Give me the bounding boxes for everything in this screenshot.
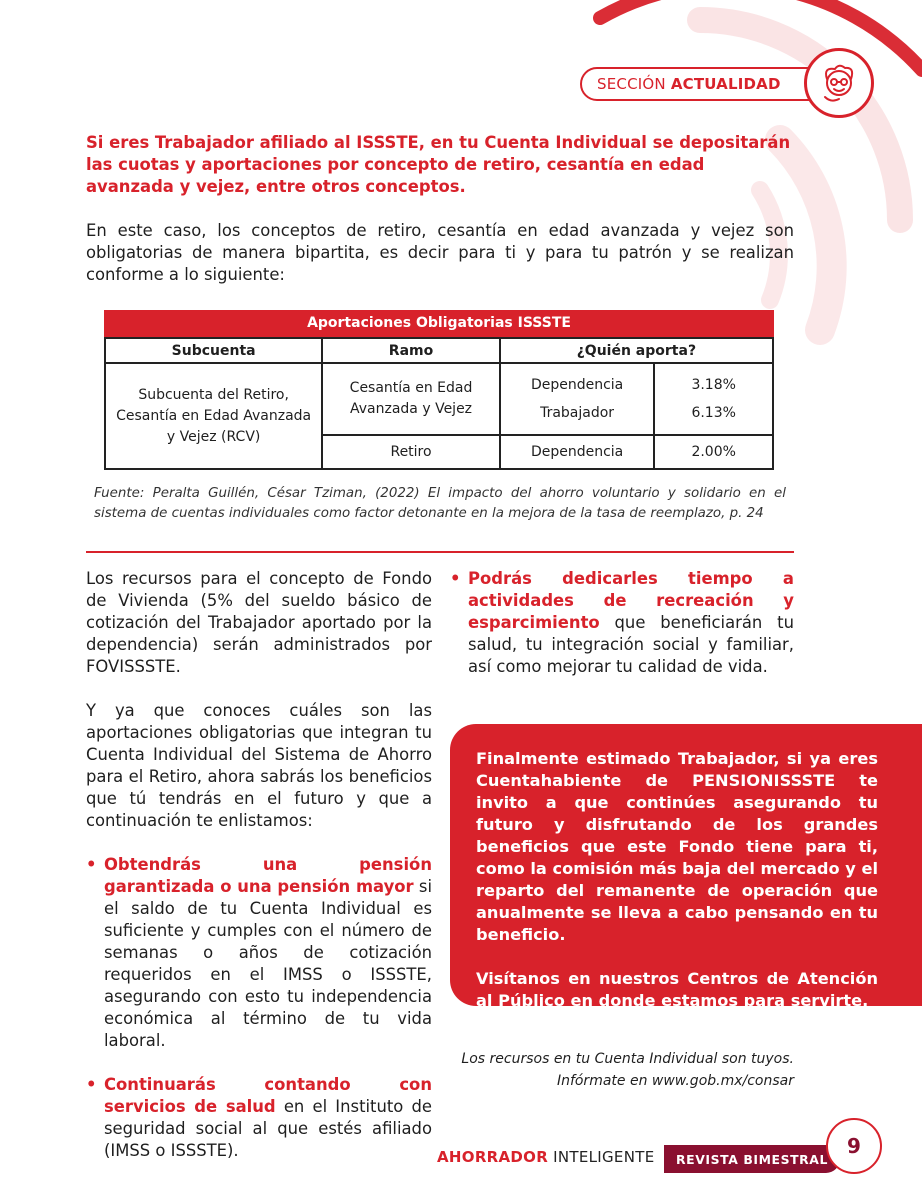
left-column bbox=[86, 568, 432, 1184]
table-title: Aportaciones Obligatorias ISSSTE bbox=[104, 310, 774, 337]
cell-pct bbox=[654, 363, 773, 435]
bullet-text: que beneficiarán tu salud, tu integración social y familiar, así como mejorar tu calidad de vida. bbox=[468, 613, 794, 676]
footnote-line: Los recursos en tu Cuenta Individual son tuyos. bbox=[461, 1051, 794, 1067]
list-item bbox=[86, 854, 432, 1052]
header-quien: ¿Quién aporta? bbox=[500, 338, 773, 363]
bullet-strong: Obtendrás una pensión garantizada o una pensión mayor bbox=[104, 855, 432, 896]
list-item bbox=[450, 568, 794, 678]
brand-strong: AHORRADOR bbox=[437, 1148, 549, 1166]
header-ramo: Ramo bbox=[322, 338, 500, 363]
table-source: Fuente: Peralta Guillén, César Tziman, (2022) El impacto del ahorro voluntario y solidario en el sistema de cuentas individuales como factor detonante en la mejora de la tasa de reemplazo, p. 24 bbox=[94, 486, 786, 521]
brand-rest: INTELIGENTE bbox=[548, 1148, 655, 1166]
right-column bbox=[450, 568, 794, 700]
quien-trabajador: Trabajador bbox=[540, 405, 615, 421]
divider bbox=[86, 551, 794, 553]
bullet-icon: • bbox=[450, 569, 461, 588]
section-word: SECCIÓN bbox=[597, 75, 666, 93]
contributions-table bbox=[104, 310, 774, 470]
cell-quien bbox=[500, 363, 655, 435]
footer-brand bbox=[437, 1148, 654, 1166]
bullet-icon: • bbox=[86, 1075, 97, 1094]
list-item bbox=[86, 1074, 432, 1162]
bullet-strong: Podrás dedicarles tiempo a actividades de recreación y esparcimiento bbox=[468, 569, 794, 632]
bullet-text: en el Instituto de seguridad social al que estés afiliado (IMSS o ISSSTE). bbox=[104, 1097, 432, 1160]
callout-paragraph: Visítanos en nuestros Centros de Atención al Público en donde estamos para servirte. bbox=[476, 969, 878, 1010]
bullet-text: si el saldo de tu Cuenta Individual es suficiente y cumples con el número de semanas o años de cotización requeridos en el IMSS o ISSSTE, asegurando con esto tu independencia económica al término de tu vida laboral. bbox=[104, 877, 432, 1050]
footnote bbox=[450, 1048, 794, 1092]
magazine-label: REVISTA BIMESTRAL bbox=[664, 1145, 840, 1173]
cell-quien: Dependencia bbox=[500, 435, 655, 469]
footnote-line: Infórmate en www.gob.mx/consar bbox=[556, 1073, 794, 1089]
lead-paragraph: Si eres Trabajador afiliado al ISSSTE, en tu Cuenta Individual se depositarán las cuotas y aportaciones por concepto de retiro, cesantía en edad avanzada y vejez, entre otros conceptos. bbox=[86, 133, 791, 196]
section-name: ACTUALIDAD bbox=[670, 75, 781, 93]
section-label bbox=[580, 67, 826, 101]
pct-dependencia: 3.18% bbox=[691, 377, 736, 393]
bullet-strong: Continuarás contando con servicios de salud bbox=[104, 1075, 432, 1116]
page-number: 9 bbox=[826, 1118, 882, 1174]
quien-dependencia: Dependencia bbox=[530, 377, 624, 393]
callout-paragraph: Finalmente estimado Trabajador, si ya eres Cuentahabiente de PENSIONISSSTE te invito a que continúes asegurando tu futuro y disfrutando de los grandes beneficios que este Fondo tiene para ti, como la comisión más baja del mercado y el reparto del remanente de operación que anualmente se lleva a cabo pensando en tu beneficio. bbox=[476, 749, 878, 944]
cell-subcuenta: Subcuenta del Retiro, Cesantía en Edad Avanzada y Vejez (RCV) bbox=[105, 363, 322, 469]
cell-ramo: Retiro bbox=[322, 435, 500, 469]
header-subcuenta: Subcuenta bbox=[105, 338, 322, 363]
cell-ramo: Cesantía en Edad Avanzada y Vejez bbox=[322, 363, 500, 435]
callout-box bbox=[450, 724, 922, 1010]
fovissste-paragraph: Los recursos para el concepto de Fondo de Vivienda (5% del sueldo básico de cotización del Trabajador aportado por la dependencia) serán administrados por FOVISSSTE. bbox=[86, 569, 432, 676]
mascot-icon bbox=[804, 48, 874, 118]
intro-paragraph: En este caso, los conceptos de retiro, cesantía en edad avanzada y vejez son obligatorias de manera bipartita, es decir para ti y para tu patrón y se realizan conforme a lo siguiente: bbox=[86, 221, 794, 284]
cell-pct: 2.00% bbox=[654, 435, 773, 469]
pct-trabajador: 6.13% bbox=[691, 405, 736, 421]
benefits-intro-paragraph: Y ya que conoces cuáles son las aportaciones obligatorias que integran tu Cuenta Individual del Sistema de Ahorro para el Retiro, ahora sabrás los beneficios que tú tendrás en el futuro y que a continuación te enlistamos: bbox=[86, 701, 432, 830]
bullet-icon: • bbox=[86, 855, 97, 874]
